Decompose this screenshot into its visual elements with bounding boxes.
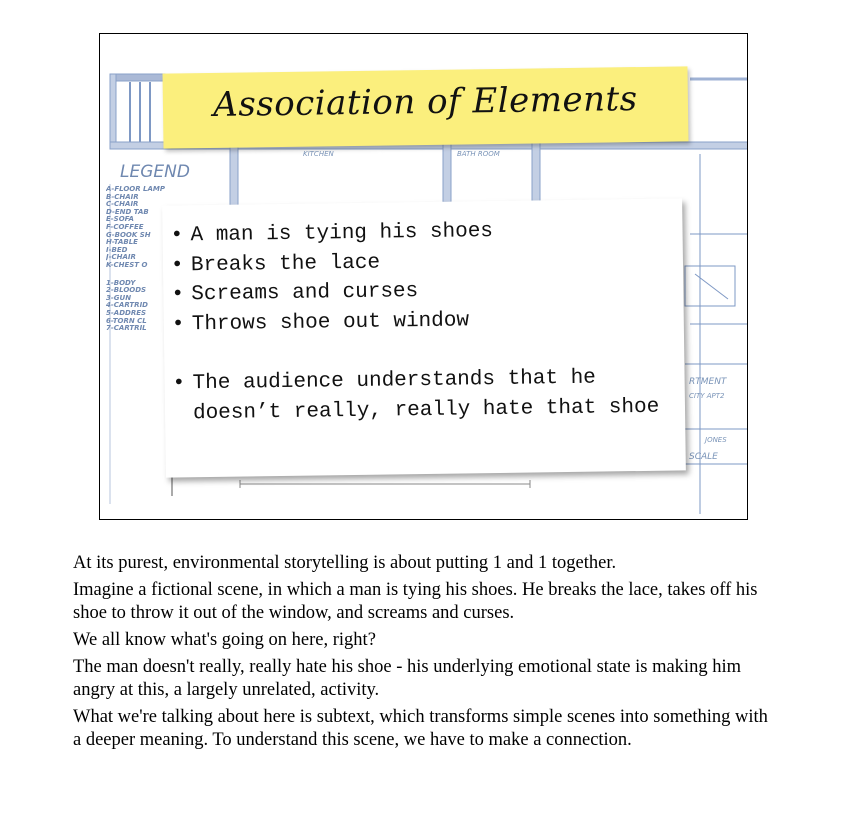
legend-item: K-CHEST O xyxy=(106,261,148,269)
bullet-item: • Breaks the lace xyxy=(169,244,683,281)
legend-item: 6-TORN CL xyxy=(106,317,147,325)
legend-item: 5-ADDRES xyxy=(106,309,147,317)
bullet-list xyxy=(168,214,685,428)
article-body xyxy=(73,552,773,756)
bullet-item: • Throws shoe out window xyxy=(170,303,684,340)
article-paragraph: Imagine a fictional scene, in which a man is tying his shoes. He breaks the lace, takes off his shoe to throw it out of the window, and screams and curses. xyxy=(73,580,758,623)
blueprint-label-scale: SCALE xyxy=(689,452,718,462)
blueprint-label-apartment: RTMENT xyxy=(689,377,727,387)
legend-item: B-CHAIR xyxy=(106,193,139,201)
article-paragraph: We all know what's going on here, right? xyxy=(73,630,376,650)
blueprint-label-bathroom: BATH ROOM xyxy=(457,150,500,158)
legend-item: D-END TAB xyxy=(106,208,149,216)
legend-item: A-FLOOR LAMP xyxy=(106,186,166,193)
blueprint-label-kitchen: KITCHEN xyxy=(303,150,334,158)
legend-item: I-BED xyxy=(106,246,128,254)
legend-item: F-COFFEE xyxy=(106,223,144,231)
legend-item: 1-BODY xyxy=(106,279,136,287)
title-sticky-note xyxy=(163,66,689,148)
legend-item: H-TABLE xyxy=(106,239,138,247)
bullet-card xyxy=(162,198,686,477)
slide-image xyxy=(99,33,748,520)
bullet-item: • A man is tying his shoes xyxy=(168,214,682,251)
legend-item: C-CHAIR xyxy=(106,201,139,209)
legend-item: G-BOOK SH xyxy=(106,231,151,239)
article-paragraph: What we're talking about here is subtext, which transforms simple scenes into something with a deeper meaning. To understand this scene, we have to make a connection. xyxy=(73,707,768,750)
blueprint-label-city: CITY APT2 xyxy=(689,392,725,400)
legend-item: 2-BLOODS xyxy=(106,287,147,295)
legend-item: 4-CARTRID xyxy=(106,302,148,310)
bullet-item: • The audience understands that he doesn’t really, really hate that shoe xyxy=(170,362,685,428)
legend-item: 7-CARTRIL xyxy=(106,325,147,333)
article-paragraph: At its purest, environmental storytelling is about putting 1 and 1 together. xyxy=(73,553,617,573)
bullet-item: • Screams and curses xyxy=(169,273,683,310)
article-paragraph: The man doesn't really, really hate his shoe - his underlying emotional state is making him angry at this, a largely unrelated, activity. xyxy=(73,657,741,700)
slide-title: Association of Elements xyxy=(212,79,638,125)
legend-item: 3-GUN xyxy=(106,294,132,302)
legend-item: E-SOFA xyxy=(106,216,134,224)
legend-item: J-CHAIR xyxy=(106,254,136,262)
legend-title: LEGEND xyxy=(120,162,190,182)
blueprint-label-jones: JONES xyxy=(705,436,727,444)
